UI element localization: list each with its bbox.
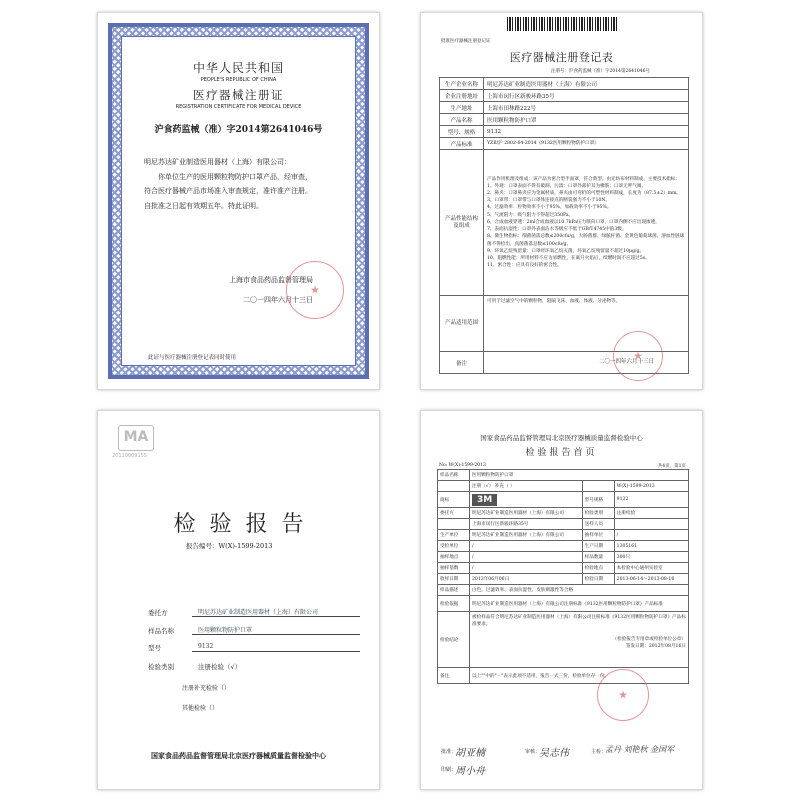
row-value: 上海市田林路222号	[484, 102, 689, 114]
cell-key: 样品数量	[582, 552, 614, 563]
inspector-label: 主检：	[591, 749, 607, 755]
cma-mark-icon: MA	[118, 425, 154, 451]
table-row	[440, 102, 689, 114]
table-row	[440, 114, 689, 126]
structure-line: 产品作用机理及组成：该产品为密合型半面罩，符合典型。由无纺布材料制成，主要技术指标：	[487, 176, 680, 182]
report-cover-footer: 国家食品药品监督管理局北京医疗器械质量监督检验中心	[151, 751, 326, 760]
cell-key: 委托方	[438, 508, 470, 519]
table-row	[440, 126, 689, 138]
addressee: 明尼苏达矿业制造医用器材（上海）有限公司：	[144, 158, 291, 166]
table-row	[438, 470, 689, 481]
cell-value: /	[470, 552, 583, 563]
other-inspection	[182, 703, 218, 712]
structure-line: 8、微生物指标：细菌菌落总数≤200cfu/g，大肠菌群、绿脓杆菌、金黄色葡萄球菌、溶血性链球菌不得检出，真菌菌落总数≤100cfu/g。	[487, 234, 685, 247]
registration-table	[439, 77, 689, 374]
table-row	[440, 138, 689, 150]
conclusion-text: 被检样品符合明尼苏达矿业制造医用器材（上海）有限公司注册标准《9132医用颗粒物防护口罩》产品标准要求。	[472, 614, 686, 627]
cell-key: 受检单位	[438, 541, 470, 552]
row-value: 医用颗粒物防护口罩	[484, 114, 689, 126]
sample-name-field	[148, 625, 360, 635]
remark-label: 备注	[438, 668, 470, 684]
structure-description	[484, 150, 689, 296]
table-row	[438, 668, 689, 684]
form-top-header: 批准医疗器械注册登记证	[441, 39, 491, 44]
table-row	[440, 78, 689, 90]
structure-line: 5、气流阻力：吸气阻力不得超过350Pa。	[487, 212, 574, 218]
supplementary-inspection	[182, 683, 230, 692]
first-page-title: 检验报告首页	[525, 448, 598, 458]
cell-value: /	[470, 541, 583, 552]
registration-certificate-page	[97, 12, 380, 390]
structure-line: 3、口罩带：口罩带与口罩体连接点的断裂强力不小于10N。	[487, 198, 611, 204]
cell-value: 注册检验	[614, 508, 688, 519]
field-label: 其他检验（	[182, 705, 213, 712]
certificate-line-3: 自批准之日起有效期五年。特此证明。	[144, 201, 263, 210]
cell-key	[582, 481, 614, 492]
cell-value: 9132	[614, 492, 688, 508]
cell-key: 抽样基数	[438, 563, 470, 574]
first-page-report-number: No: W(X)-1599-2013	[439, 463, 486, 468]
form-stamp-date: 二〇一四年六月十三日	[599, 359, 655, 365]
cell-key: 送样人员	[582, 519, 614, 530]
structure-line: 2、鼻夹：口罩鼻夹应为金属材质，鼻夹由可弯折的可塑性材料制成，长度为（87.5±2）mm。	[487, 191, 682, 197]
registration-number: 沪食药监械（准）字2014第2641046号	[154, 125, 323, 135]
field-label: 样品名称	[148, 627, 174, 635]
row-label: 生产企业名称	[440, 78, 484, 90]
field-value: 明尼苏达矿业制造医用器材（上海）有限公司	[192, 607, 360, 617]
certificate-line-2: 符合医疗器械产品市场准入审查规定，准许准产注册。	[144, 187, 312, 195]
cell-key	[438, 519, 470, 530]
cell-key: 生产单位	[438, 530, 470, 541]
field-label: 注册补充检验（	[182, 685, 225, 692]
row-label: 产品标准	[440, 138, 484, 150]
field-label: 委托方	[148, 609, 168, 617]
registration-form-page	[420, 12, 703, 390]
form-registration-number: 注册号：沪食药监械（准）字2014第2641046号	[551, 69, 650, 74]
form-title: 医疗器械注册登记表	[509, 51, 614, 64]
print-signature: 周小舟	[455, 766, 485, 777]
report-title: 检验报告	[173, 512, 318, 537]
issuer: 上海市食品药品监督管理局	[229, 276, 313, 284]
certificate-body	[144, 155, 337, 213]
barcode-icon	[507, 17, 617, 31]
table-row	[438, 563, 689, 574]
cell-value: 2013年06月06日	[470, 574, 583, 585]
official-seal-icon	[613, 331, 663, 381]
row-label: 企业注册地址	[440, 90, 484, 102]
certificate-footnote: 此证与医疗器械注册登记表同时使用	[148, 355, 237, 361]
field-value: 医用颗粒物防护口罩	[192, 625, 360, 635]
cell-key: 收样日期	[438, 574, 470, 585]
conclusion-stamp-note: （检验报告专用章或检验单位公章）	[612, 636, 686, 642]
field-value: 9132	[192, 643, 360, 652]
sign-date: 签发日期：2013年08月16日	[625, 643, 686, 649]
cma-code: 2011000915S	[112, 453, 147, 459]
brand-logo: 3M	[472, 494, 497, 506]
approver-signature: 胡亚楠	[455, 748, 485, 759]
inspection-org: 国家食品药品监督管理局北京医疗器械质量监督检验中心	[480, 434, 643, 442]
reviewer-label: 审核：	[525, 749, 541, 755]
report-number-value: W(X)-1599-2013	[218, 542, 273, 550]
cell-key: 商标	[438, 492, 470, 508]
cell-value: W(X)-1599-2013	[614, 481, 688, 492]
report-number-label: 报告编号：	[186, 542, 219, 550]
inspection-type-field	[148, 662, 241, 671]
cell-key: 检验依据	[438, 596, 470, 612]
report-cover-page	[97, 410, 380, 790]
table-row	[438, 492, 689, 508]
structure-line: 9、环氧乙烷残留量：口罩经环氧乙烷灭菌，环氧乙烷残留量不超过10μg/g。	[487, 248, 644, 254]
table-row	[438, 508, 689, 519]
cell-value: 注册（√） 补充（ ）	[470, 481, 583, 492]
row-label: 产品名称	[440, 114, 484, 126]
report-number	[186, 541, 272, 550]
table-row	[440, 90, 689, 102]
table-row	[438, 596, 689, 612]
cell-key: 检验类别	[582, 508, 614, 519]
cell-key	[438, 481, 470, 492]
inspector-signature: 孟丹 刘艳秋 金国军	[605, 745, 675, 754]
structure-line: 4、过滤效率：粒物效率不小于95%，加载效率不小于95%。	[487, 205, 612, 211]
issue-date: 二〇一四年六月十三日	[243, 296, 313, 304]
table-row	[438, 552, 689, 563]
structure-label: 产品性能结构及组成	[440, 150, 484, 296]
row-value: 明尼苏达矿业制造医用器材（上海）有限公司	[484, 78, 689, 90]
page-count: 共4页，第1页	[657, 464, 686, 469]
cell-key: 抽样地点	[438, 552, 470, 563]
certificate-line-1: 你单位生产的医用颗粒物防护口罩产品，经审查，	[158, 172, 312, 181]
row-value: 9132	[484, 126, 689, 138]
certificate-inner	[121, 36, 356, 366]
conclusion-label: 检验结论	[438, 612, 470, 668]
field-value: 注册检验（√）	[198, 663, 242, 671]
cell-value: 白色，过滤效率、表面抗湿性、皮肤刺激性等合格	[470, 585, 689, 596]
row-label: 型号、规格	[440, 126, 484, 138]
field-value: ）	[212, 705, 219, 712]
structure-line: 6、合成血液穿透：2ml合成血液以10.7kPa压力喷向口罩，口罩内侧不应出现渗透。	[487, 219, 660, 225]
country-title: 中华人民共和国	[192, 61, 284, 75]
cell-value: 明尼苏达矿业制造医用器材（上海）有限公司	[470, 508, 583, 519]
table-row	[438, 612, 689, 668]
table-row	[438, 574, 689, 585]
report-first-page	[420, 410, 703, 790]
cell-value: 明尼苏达矿业制造医用器材（上海）有限公司	[470, 530, 583, 541]
cell-value: 300只	[614, 552, 688, 563]
certificate-title: 医疗器械注册证	[193, 88, 284, 102]
brand-logo-cell	[470, 492, 583, 508]
cell-key: 检验地点	[582, 563, 614, 574]
table-row	[438, 519, 689, 530]
certificate-border	[108, 23, 369, 379]
cell-value: 本检验中心通州实验室	[614, 563, 688, 574]
cell-key: 样品描述	[438, 585, 470, 596]
structure-line: 11、密合性：应具有良好的密合性。	[487, 263, 562, 269]
reviewer-signature: 吴志伟	[539, 748, 569, 759]
cell-key: 生产日期	[582, 541, 614, 552]
official-seal-icon	[597, 669, 649, 721]
approver-label: 批准：	[441, 749, 457, 755]
cell-value: 明尼苏达矿业制造医用器材（上海）有限公司注册标准《9132医用颗粒物防护口罩》产品标准	[470, 596, 689, 612]
remark-label: 备注	[440, 352, 484, 374]
row-value: YZB/沪 2802-64-2014《9132医用颗粒物防护口罩》	[484, 138, 689, 150]
table-row	[438, 481, 689, 492]
cell-value	[614, 519, 688, 530]
row-value: 上海市闵行区新骏环路35号	[484, 90, 689, 102]
remark-text: 以上""中的"一"表示此项不适用，报告一式三份，检验单位存一份。	[470, 668, 689, 684]
structure-line: 7、表面抗湿性：口罩外表面沾水等级应不低于GB/T4745中的3级。	[487, 227, 627, 233]
table-row	[438, 530, 689, 541]
conclusion-cell	[470, 612, 689, 668]
cell-key: 型号规格	[582, 492, 614, 508]
cell-value: 医用颗粒物防护口罩	[470, 470, 689, 481]
cell-key: 检验日期	[582, 574, 614, 585]
table-row	[440, 150, 689, 296]
cell-value: /	[470, 563, 583, 574]
model-field	[148, 643, 360, 652]
cell-key: 样品名称	[438, 470, 470, 481]
cell-value: 上海市闵行区新骏环路35号	[470, 519, 583, 530]
field-value: ）	[224, 685, 231, 692]
scope-value: 可用于过滤空气中的颗粒物，阻隔飞沫、血液、体液、分泌物等。	[484, 296, 689, 352]
cell-key: 抽样单位	[582, 530, 614, 541]
cell-value: /	[614, 530, 688, 541]
table-row	[438, 541, 689, 552]
cell-value: 2013-06-14～2013-08-16	[614, 574, 688, 585]
cell-value: 1305161	[614, 541, 688, 552]
print-label: 印刷：	[441, 767, 457, 773]
official-seal-icon	[286, 261, 344, 319]
field-label: 检验类别	[148, 663, 174, 671]
structure-line: 10、阻燃性能：所用材料不应为易燃性，在离开火焰后，续燃时间不应超过5s。	[487, 255, 650, 261]
structure-line: 1、外观：口罩表面不得有破洞、污渍；口罩外部护耳为橡筋；口罩无呼气阀。	[487, 183, 647, 189]
scope-label: 产品适用范围	[440, 296, 484, 352]
field-label: 型号	[148, 644, 161, 652]
country-title-en: PEOPLE'S REPUBLIC OF CHINA	[200, 77, 277, 83]
report-table	[437, 469, 689, 684]
table-row	[438, 585, 689, 596]
client-field	[148, 607, 360, 617]
row-label: 生产地址	[440, 102, 484, 114]
certificate-title-en: REGISTRATION CERTIFICATE FOR MEDICAL DEVICE	[175, 104, 302, 110]
